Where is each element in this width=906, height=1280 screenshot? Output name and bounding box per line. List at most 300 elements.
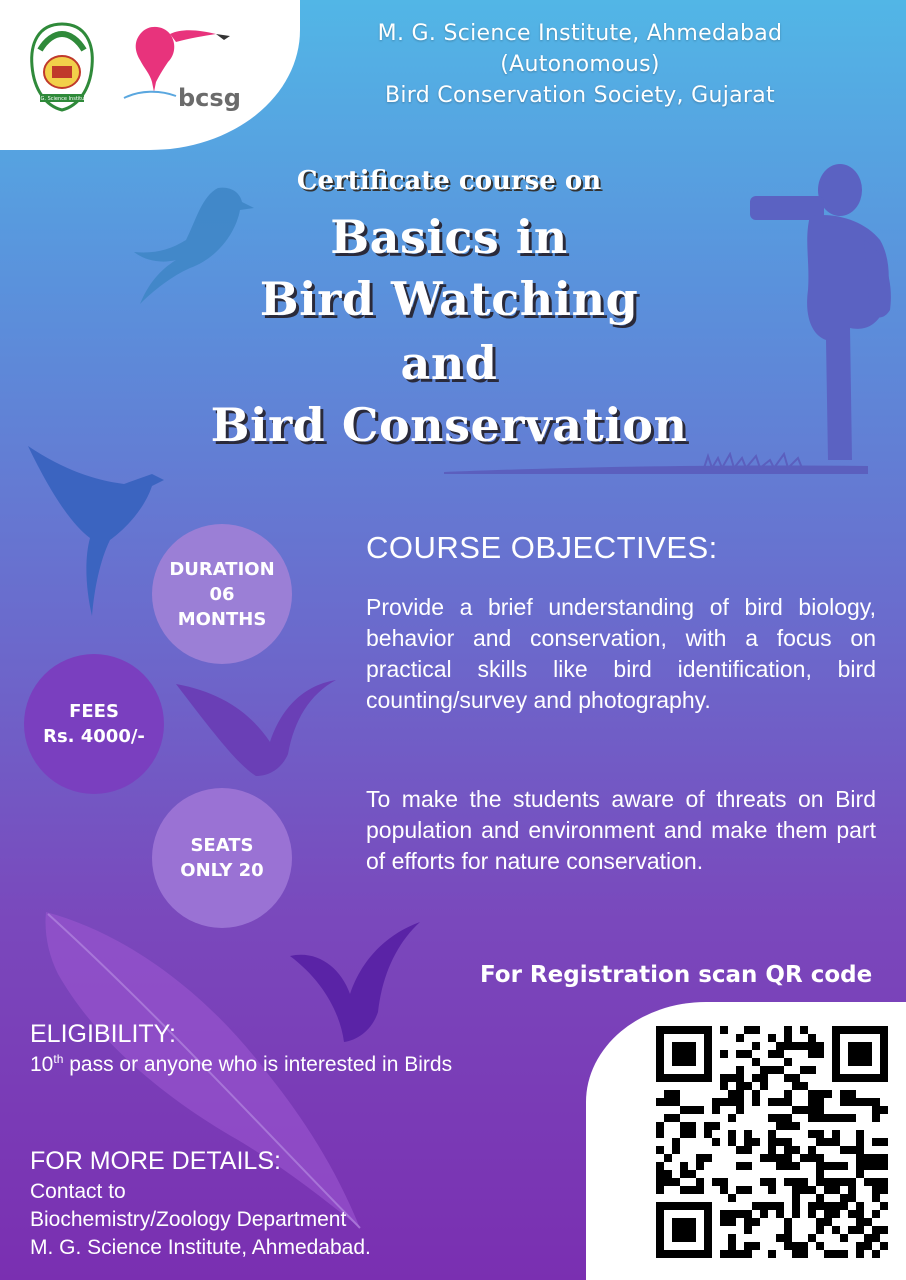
qr-module [872, 1226, 880, 1234]
qr-module [704, 1050, 712, 1058]
qr-module [880, 1202, 888, 1210]
qr-module [744, 1138, 752, 1146]
qr-module [864, 1074, 872, 1082]
qr-module [680, 1202, 688, 1210]
qr-module [792, 1162, 800, 1170]
qr-module [824, 1218, 832, 1226]
qr-module [792, 1242, 800, 1250]
qr-module [792, 1186, 800, 1194]
qr-module [768, 1114, 776, 1122]
qr-module [720, 1186, 728, 1194]
grass-ground-icon [444, 452, 868, 474]
qr-module [736, 1098, 744, 1106]
qr-module [656, 1026, 664, 1034]
seats-value: ONLY 20 [180, 860, 264, 881]
qr-module [864, 1178, 872, 1186]
qr-module [760, 1178, 768, 1186]
qr-module [856, 1218, 864, 1226]
qr-module [880, 1042, 888, 1050]
qr-module [680, 1130, 688, 1138]
qr-module [800, 1250, 808, 1258]
qr-module [848, 1194, 856, 1202]
duration-unit: MONTHS [177, 608, 267, 630]
qr-module [872, 1098, 880, 1106]
bcsg-logo-text: bcsg [178, 84, 241, 112]
qr-module [768, 1154, 776, 1162]
qr-module [784, 1058, 792, 1066]
duration-label: DURATION [169, 558, 275, 580]
qr-module [752, 1242, 760, 1250]
qr-module [704, 1242, 712, 1250]
qr-module [784, 1154, 792, 1162]
qr-module [816, 1218, 824, 1226]
qr-module [816, 1154, 824, 1162]
qr-module [656, 1074, 664, 1082]
qr-module [680, 1058, 688, 1066]
qr-module [832, 1138, 840, 1146]
qr-module [792, 1042, 800, 1050]
qr-module [656, 1098, 664, 1106]
qr-module [704, 1210, 712, 1218]
qr-module [712, 1106, 720, 1114]
qr-module [808, 1130, 816, 1138]
qr-module [840, 1114, 848, 1122]
qr-module [808, 1114, 816, 1122]
qr-module [816, 1106, 824, 1114]
qr-module [856, 1226, 864, 1234]
qr-module [848, 1042, 856, 1050]
qr-module [728, 1250, 736, 1258]
qr-module [656, 1146, 664, 1154]
qr-module [848, 1050, 856, 1058]
qr-module [696, 1178, 704, 1186]
qr-module [696, 1202, 704, 1210]
qr-module [856, 1058, 864, 1066]
qr-module [736, 1146, 744, 1154]
qr-module [808, 1202, 816, 1210]
qr-module [808, 1090, 816, 1098]
objectives-heading: COURSE OBJECTIVES: [366, 530, 718, 565]
qr-module [832, 1202, 840, 1210]
qr-module [656, 1058, 664, 1066]
qr-module [680, 1074, 688, 1082]
qr-module [728, 1138, 736, 1146]
qr-module [832, 1114, 840, 1122]
qr-module [784, 1090, 792, 1098]
qr-module [744, 1082, 752, 1090]
qr-module [696, 1106, 704, 1114]
qr-module [656, 1186, 664, 1194]
qr-module [768, 1178, 776, 1186]
qr-module [800, 1082, 808, 1090]
qr-module [720, 1218, 728, 1226]
qr-module [872, 1114, 880, 1122]
qr-module [840, 1194, 848, 1202]
qr-module [768, 1202, 776, 1210]
qr-module [680, 1042, 688, 1050]
qr-module [688, 1130, 696, 1138]
qr-module [832, 1178, 840, 1186]
qr-module [672, 1050, 680, 1058]
qr-module [744, 1218, 752, 1226]
qr-module [872, 1178, 880, 1186]
qr-module [856, 1042, 864, 1050]
qr-module [880, 1162, 888, 1170]
qr-module [808, 1034, 816, 1042]
qr-module [880, 1034, 888, 1042]
qr-module [696, 1074, 704, 1082]
qr-module [656, 1050, 664, 1058]
qr-module [768, 1098, 776, 1106]
qr-module [688, 1042, 696, 1050]
qr-module [848, 1146, 856, 1154]
qr-module [824, 1162, 832, 1170]
qr-module [776, 1098, 784, 1106]
qr-module [808, 1186, 816, 1194]
qr-module [784, 1226, 792, 1234]
qr-module [872, 1138, 880, 1146]
qr-module [728, 1074, 736, 1082]
society-name: Bird Conservation Society, Gujarat [384, 83, 775, 108]
course-title-line3: and [400, 336, 498, 390]
qr-module [808, 1154, 816, 1162]
objectives-paragraph-1: Provide a brief understanding of bird biology, behavior and conservation, with a focus on practical skills like bird identification, bird counting/survey and photography. [366, 594, 876, 713]
qr-module [856, 1138, 864, 1146]
qr-module [816, 1130, 824, 1138]
qr-module [792, 1178, 800, 1186]
qr-module [816, 1178, 824, 1186]
fees-label: FEES [69, 701, 119, 722]
qr-module [776, 1162, 784, 1170]
qr-module [872, 1026, 880, 1034]
qr-module [672, 1098, 680, 1106]
qr-module [824, 1202, 832, 1210]
qr-module [672, 1146, 680, 1154]
qr-module [720, 1250, 728, 1258]
eligibility-number: 10 [30, 1053, 54, 1076]
qr-module [800, 1154, 808, 1162]
qr-module [712, 1122, 720, 1130]
qr-module [744, 1050, 752, 1058]
qr-module [856, 1146, 864, 1154]
qr-module [872, 1186, 880, 1194]
qr-module [808, 1146, 816, 1154]
qr-module [832, 1250, 840, 1258]
qr-module [656, 1234, 664, 1242]
qr-module [856, 1170, 864, 1178]
qr-module [744, 1162, 752, 1170]
qr-module [816, 1114, 824, 1122]
qr-module [752, 1138, 760, 1146]
qr-module [792, 1082, 800, 1090]
qr-module [880, 1186, 888, 1194]
qr-module [704, 1234, 712, 1242]
qr-module [840, 1234, 848, 1242]
contact-line-1: Contact to [30, 1180, 126, 1203]
qr-module [672, 1234, 680, 1242]
qr-module [656, 1242, 664, 1250]
qr-module [768, 1066, 776, 1074]
qr-module [824, 1178, 832, 1186]
qr-module [736, 1082, 744, 1090]
qr-module [808, 1234, 816, 1242]
course-prefix: Certificate course on [296, 166, 602, 196]
contact-line-3: M. G. Science Institute, Ahmedabad. [30, 1236, 371, 1259]
qr-module [832, 1186, 840, 1194]
qr-module [752, 1058, 760, 1066]
qr-module [816, 1170, 824, 1178]
qr-module [848, 1026, 856, 1034]
qr-module [688, 1186, 696, 1194]
qr-module [816, 1242, 824, 1250]
qr-module [872, 1074, 880, 1082]
qr-module [728, 1114, 736, 1122]
qr-module [792, 1202, 800, 1210]
qr-module [736, 1074, 744, 1082]
qr-module [784, 1178, 792, 1186]
qr-module [704, 1122, 712, 1130]
qr-module [704, 1042, 712, 1050]
qr-module [664, 1170, 672, 1178]
qr-module [728, 1090, 736, 1098]
qr-module [784, 1122, 792, 1130]
qr-module [672, 1138, 680, 1146]
qr-module [728, 1234, 736, 1242]
qr-module [808, 1210, 816, 1218]
qr-module [872, 1162, 880, 1170]
qr-module [856, 1130, 864, 1138]
qr-module [784, 1234, 792, 1242]
qr-module [880, 1154, 888, 1162]
qr-module [672, 1042, 680, 1050]
qr-module [728, 1242, 736, 1250]
qr-module [688, 1050, 696, 1058]
registration-text: For Registration scan QR code [480, 962, 873, 988]
institute-logo [26, 20, 98, 112]
qr-module [656, 1178, 664, 1186]
qr-module [760, 1074, 768, 1082]
qr-module [864, 1058, 872, 1066]
registration-qr-code[interactable] [656, 1026, 888, 1258]
qr-module [880, 1050, 888, 1058]
qr-module [656, 1210, 664, 1218]
qr-module [760, 1210, 768, 1218]
qr-module [656, 1034, 664, 1042]
qr-module [848, 1114, 856, 1122]
qr-module [792, 1210, 800, 1218]
qr-module [864, 1098, 872, 1106]
qr-module [880, 1066, 888, 1074]
qr-module [816, 1050, 824, 1058]
qr-module [784, 1162, 792, 1170]
qr-module [672, 1074, 680, 1082]
qr-module [720, 1098, 728, 1106]
qr-module [704, 1066, 712, 1074]
qr-module [752, 1202, 760, 1210]
qr-module [776, 1202, 784, 1210]
qr-module [656, 1218, 664, 1226]
qr-module [832, 1162, 840, 1170]
qr-module [712, 1138, 720, 1146]
fees-badge [24, 654, 164, 794]
qr-module [752, 1074, 760, 1082]
qr-module [792, 1194, 800, 1202]
qr-module [832, 1074, 840, 1082]
qr-module [680, 1218, 688, 1226]
qr-module [696, 1250, 704, 1258]
qr-module [840, 1178, 848, 1186]
fees-value: Rs. 4000/- [43, 726, 145, 747]
qr-module [832, 1066, 840, 1074]
qr-module [728, 1210, 736, 1218]
qr-module [712, 1098, 720, 1106]
qr-module [856, 1050, 864, 1058]
qr-module [744, 1210, 752, 1218]
qr-module [736, 1050, 744, 1058]
qr-module [816, 1202, 824, 1210]
qr-module [656, 1202, 664, 1210]
qr-module [880, 1178, 888, 1186]
qr-module [664, 1250, 672, 1258]
qr-module [720, 1026, 728, 1034]
qr-module [680, 1050, 688, 1058]
qr-module [736, 1210, 744, 1218]
qr-module [672, 1114, 680, 1122]
qr-module [744, 1242, 752, 1250]
qr-module [672, 1250, 680, 1258]
qr-module [816, 1138, 824, 1146]
qr-module [680, 1170, 688, 1178]
qr-module [784, 1026, 792, 1034]
qr-module [832, 1050, 840, 1058]
qr-module [688, 1226, 696, 1234]
qr-module [776, 1154, 784, 1162]
course-title-line2: Bird Watching [259, 272, 639, 326]
qr-module [760, 1202, 768, 1210]
seats-label: SEATS [190, 835, 254, 856]
qr-module [664, 1026, 672, 1034]
qr-module [744, 1146, 752, 1154]
qr-module [792, 1146, 800, 1154]
qr-module [744, 1026, 752, 1034]
qr-module [704, 1226, 712, 1234]
qr-module [752, 1090, 760, 1098]
qr-module [704, 1154, 712, 1162]
qr-module [776, 1138, 784, 1146]
qr-module [656, 1250, 664, 1258]
qr-module [832, 1058, 840, 1066]
qr-module [816, 1194, 824, 1202]
duration-badge [152, 524, 292, 664]
qr-module [824, 1186, 832, 1194]
qr-module [728, 1098, 736, 1106]
qr-module [848, 1058, 856, 1066]
qr-module [704, 1218, 712, 1226]
qr-module [688, 1170, 696, 1178]
qr-module [832, 1042, 840, 1050]
qr-module [848, 1186, 856, 1194]
qr-module [664, 1202, 672, 1210]
qr-module [856, 1154, 864, 1162]
qr-module [824, 1090, 832, 1098]
qr-module [656, 1066, 664, 1074]
qr-module [688, 1250, 696, 1258]
qr-module [856, 1098, 864, 1106]
qr-module [800, 1186, 808, 1194]
qr-module [680, 1234, 688, 1242]
contact-line-2: Biochemistry/Zoology Department [30, 1208, 347, 1231]
qr-module [864, 1234, 872, 1242]
qr-module [776, 1050, 784, 1058]
qr-module [688, 1202, 696, 1210]
qr-module [680, 1250, 688, 1258]
qr-module [728, 1218, 736, 1226]
qr-module [872, 1234, 880, 1242]
qr-module [664, 1090, 672, 1098]
qr-module [856, 1026, 864, 1034]
qr-module [880, 1058, 888, 1066]
qr-module [872, 1210, 880, 1218]
course-title-line4: Bird Conservation [210, 398, 688, 452]
qr-module [704, 1026, 712, 1034]
qr-module [832, 1210, 840, 1218]
qr-module [856, 1162, 864, 1170]
qr-module [784, 1146, 792, 1154]
qr-module [720, 1050, 728, 1058]
qr-module [864, 1050, 872, 1058]
qr-module [688, 1106, 696, 1114]
institute-logo-text: M.G. Science Institute [34, 96, 90, 102]
qr-module [752, 1098, 760, 1106]
qr-module [768, 1186, 776, 1194]
qr-module [872, 1194, 880, 1202]
qr-module [848, 1090, 856, 1098]
qr-module [696, 1186, 704, 1194]
eligibility-description: pass or anyone who is interested in Birds [63, 1053, 453, 1076]
qr-module [768, 1146, 776, 1154]
qr-module [680, 1186, 688, 1194]
qr-module [680, 1122, 688, 1130]
qr-module [800, 1042, 808, 1050]
header-text [300, 18, 860, 111]
qr-module [728, 1194, 736, 1202]
qr-module [856, 1202, 864, 1210]
qr-module [744, 1226, 752, 1234]
qr-module [832, 1034, 840, 1042]
qr-module [776, 1122, 784, 1130]
qr-module [776, 1210, 784, 1218]
qr-module [680, 1162, 688, 1170]
qr-module [736, 1034, 744, 1042]
qr-module [656, 1226, 664, 1234]
qr-module [856, 1242, 864, 1250]
qr-module [720, 1210, 728, 1218]
qr-module [824, 1210, 832, 1218]
qr-module [824, 1250, 832, 1258]
qr-module [688, 1026, 696, 1034]
qr-module [656, 1130, 664, 1138]
bcsg-logo [120, 20, 250, 112]
duration-value: 06 [209, 583, 235, 605]
qr-module [664, 1098, 672, 1106]
qr-module [752, 1026, 760, 1034]
qr-module [720, 1178, 728, 1186]
qr-module [856, 1250, 864, 1258]
qr-module [704, 1202, 712, 1210]
qr-module [760, 1154, 768, 1162]
qr-module [776, 1042, 784, 1050]
institute-status: (Autonomous) [500, 52, 660, 77]
